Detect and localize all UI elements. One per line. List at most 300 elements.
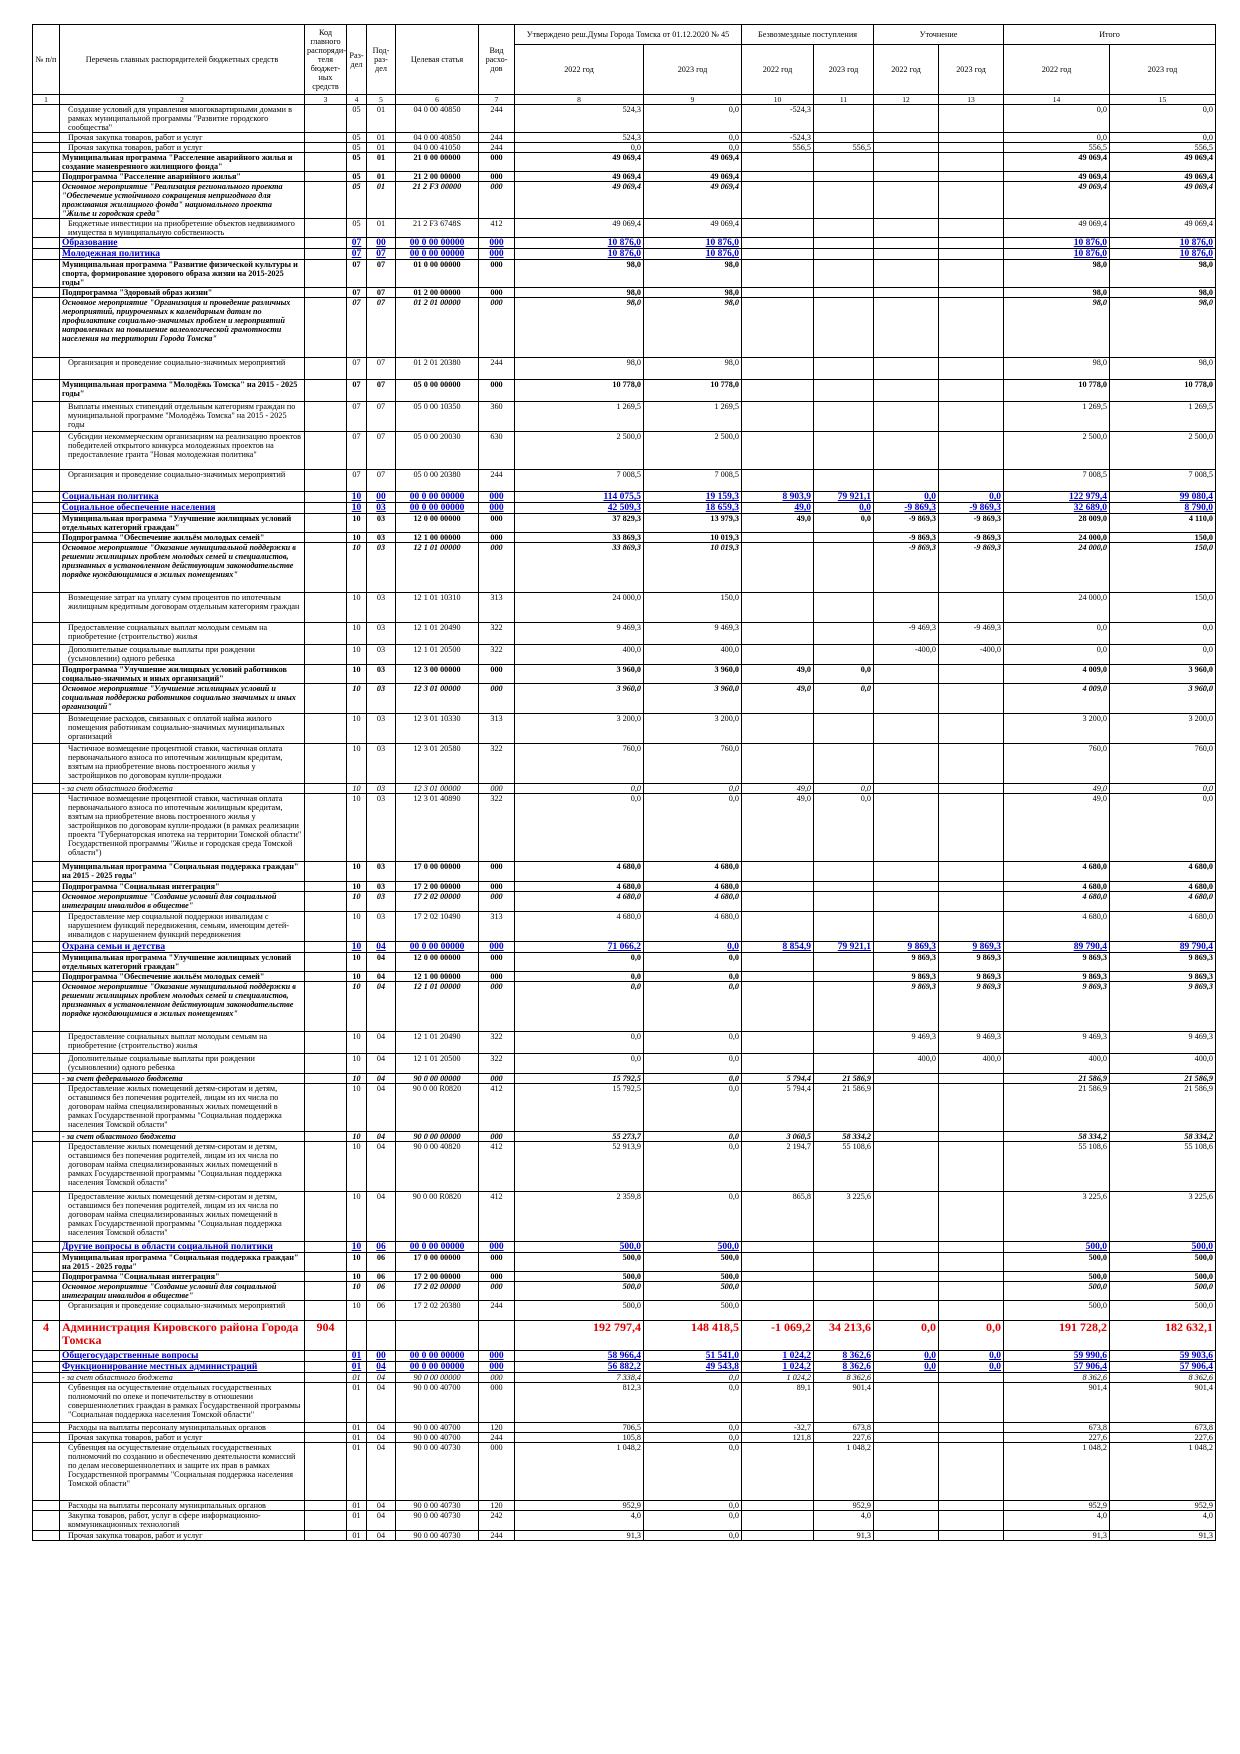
- table-row: [33, 882, 1216, 892]
- cell-grants-2022: 49,0: [742, 794, 814, 862]
- cell-clarification-2023: [939, 238, 1004, 249]
- cell-grants-2023: 21 586,9: [814, 1084, 874, 1132]
- cell-grants-2023: [814, 1282, 874, 1301]
- table-row: [33, 492, 1216, 503]
- cell-clarification-2023: [939, 1142, 1004, 1192]
- cell-approved-2023: 9 469,3: [644, 623, 742, 645]
- cell-clarification-2023: [939, 298, 1004, 358]
- table-row: [33, 684, 1216, 714]
- cell-podrazdel: 07: [367, 288, 396, 298]
- cell-podrazdel: 03: [367, 503, 396, 514]
- cell-clarification-2023: [939, 1272, 1004, 1282]
- cell-approved-2022: 10 778,0: [515, 380, 644, 402]
- cell-approved-2022: 192 797,4: [515, 1321, 644, 1351]
- cell-clarification-2022: [874, 219, 939, 238]
- cell-grants-2022: [742, 358, 814, 380]
- cell-total-2022: 1 269,5: [1004, 402, 1110, 432]
- cell-clarification-2023: 9 869,3: [939, 972, 1004, 982]
- cell-total-2023: 760,0: [1110, 744, 1216, 784]
- cell-expense-type: 313: [479, 714, 515, 744]
- cell-target: 01 2 01 20380: [396, 358, 479, 380]
- table-row: [33, 143, 1216, 153]
- cell-name: Подпрограмма "Социальная интеграция": [60, 882, 305, 892]
- cell-target: 00 0 00 00000: [396, 492, 479, 503]
- cell-name: Охрана семьи и детства: [60, 942, 305, 953]
- cell-total-2022: 4 680,0: [1004, 862, 1110, 882]
- header-total: Итого: [1004, 25, 1216, 45]
- cell-target: 90 0 00 00000: [396, 1373, 479, 1383]
- cell-podrazdel: 00: [367, 1351, 396, 1362]
- cell-expense-type: 360: [479, 402, 515, 432]
- cell-razdel: 10: [347, 1282, 367, 1301]
- cell-clarification-2022: 9 869,3: [874, 982, 939, 1032]
- cell-podrazdel: 04: [367, 1531, 396, 1541]
- cell-expense-type: 000: [479, 1362, 515, 1373]
- cell-podrazdel: 04: [367, 1192, 396, 1242]
- cell-clarification-2023: [939, 684, 1004, 714]
- cell-target: 90 0 00 40820: [396, 1142, 479, 1192]
- cell-grants-2022: [742, 1253, 814, 1272]
- cell-name: Муниципальная программа "Улучшение жилищных условий отдельных категорий граждан": [60, 953, 305, 972]
- budget-table-sheet: [32, 24, 1215, 1541]
- cell-code: [305, 503, 347, 514]
- cell-grants-2023: [814, 714, 874, 744]
- cell-num: [33, 503, 60, 514]
- header-clarification: Уточнение: [874, 25, 1004, 45]
- cell-num: [33, 1192, 60, 1242]
- cell-total-2023: 58 334,2: [1110, 1132, 1216, 1142]
- cell-num: [33, 432, 60, 470]
- cell-num: [33, 882, 60, 892]
- cell-code: [305, 260, 347, 288]
- cell-grants-2022: [742, 172, 814, 182]
- cell-grants-2023: 4,0: [814, 1511, 874, 1531]
- cell-razdel: 10: [347, 645, 367, 665]
- cell-grants-2022: [742, 714, 814, 744]
- cell-code: [305, 645, 347, 665]
- cell-total-2022: 9 869,3: [1004, 982, 1110, 1032]
- cell-podrazdel: 07: [367, 260, 396, 288]
- table-row: [33, 105, 1216, 133]
- cell-code: [305, 1383, 347, 1423]
- cell-num: [33, 1132, 60, 1142]
- cell-target: 21 2 F3 00000: [396, 182, 479, 219]
- cell-expense-type: 313: [479, 912, 515, 942]
- cell-razdel: 10: [347, 912, 367, 942]
- cell-approved-2023: 148 418,5: [644, 1321, 742, 1351]
- cell-grants-2022: [742, 288, 814, 298]
- cell-expense-type: 000: [479, 953, 515, 972]
- cell-grants-2023: [814, 432, 874, 470]
- cell-target: 01 2 01 00000: [396, 298, 479, 358]
- cell-grants-2023: 21 586,9: [814, 1074, 874, 1084]
- cell-expense-type: 000: [479, 1253, 515, 1272]
- cell-clarification-2022: [874, 298, 939, 358]
- cell-podrazdel: 04: [367, 1423, 396, 1433]
- cell-grants-2023: [814, 358, 874, 380]
- cell-code: [305, 1054, 347, 1074]
- cell-num: [33, 172, 60, 182]
- cell-razdel: 10: [347, 1074, 367, 1084]
- cell-clarification-2023: [939, 143, 1004, 153]
- table-row: [33, 1084, 1216, 1132]
- cell-razdel: 10: [347, 972, 367, 982]
- table-row: [33, 1362, 1216, 1373]
- cell-name: Муниципальная программа "Развитие физической культуры и спорта, формирование здорового образа жизни на 2015-2025 годы": [60, 260, 305, 288]
- cell-target: 12 3 01 10330: [396, 714, 479, 744]
- cell-expense-type: 000: [479, 543, 515, 593]
- cell-expense-type: 000: [479, 1132, 515, 1142]
- cell-grants-2023: 901,4: [814, 1383, 874, 1423]
- cell-grants-2023: [814, 1272, 874, 1282]
- header-grants: Безвозмездные поступления: [742, 25, 874, 45]
- cell-total-2023: 0,0: [1110, 105, 1216, 133]
- cell-name: Подпрограмма "Здоровый образ жизни": [60, 288, 305, 298]
- cell-approved-2023: 3 200,0: [644, 714, 742, 744]
- cell-total-2022: 227,6: [1004, 1433, 1110, 1443]
- cell-grants-2023: [814, 982, 874, 1032]
- header-name: Перечень главных распорядителей бюджетных средств: [60, 25, 305, 95]
- cell-expense-type: 000: [479, 1373, 515, 1383]
- cell-clarification-2022: [874, 744, 939, 784]
- cell-podrazdel: 07: [367, 380, 396, 402]
- cell-grants-2023: [814, 260, 874, 288]
- cell-approved-2023: 0,0: [644, 133, 742, 143]
- cell-name: Основное мероприятие "Оказание муниципальной поддержки в решении жилищных проблем молодых семей и специалистов, признанных в установленном действующим законодательстве порядке нуждающимися в жилых помещениях": [60, 543, 305, 593]
- cell-clarification-2023: 9 469,3: [939, 1032, 1004, 1054]
- cell-total-2022: 91,3: [1004, 1531, 1110, 1541]
- cell-code: [305, 533, 347, 543]
- cell-podrazdel: 03: [367, 784, 396, 794]
- cell-approved-2023: 4 680,0: [644, 912, 742, 942]
- cell-code: [305, 1074, 347, 1084]
- cell-expense-type: 244: [479, 470, 515, 492]
- cell-target: 12 1 01 00000: [396, 982, 479, 1032]
- cell-clarification-2023: [939, 862, 1004, 882]
- cell-expense-type: 412: [479, 219, 515, 238]
- cell-clarification-2023: -9 869,3: [939, 533, 1004, 543]
- cell-num: [33, 260, 60, 288]
- cell-approved-2023: 0,0: [644, 1032, 742, 1054]
- cell-razdel: 10: [347, 514, 367, 533]
- cell-total-2022: 1 048,2: [1004, 1443, 1110, 1501]
- cell-grants-2023: 34 213,6: [814, 1321, 874, 1351]
- cell-total-2023: 4 110,0: [1110, 514, 1216, 533]
- cell-code: [305, 492, 347, 503]
- cell-name: Другие вопросы в области социальной политики: [60, 1242, 305, 1253]
- cell-total-2023: 9 869,3: [1110, 972, 1216, 982]
- cell-expense-type: 000: [479, 1272, 515, 1282]
- cell-expense-type: 322: [479, 1054, 515, 1074]
- cell-podrazdel: 03: [367, 593, 396, 623]
- cell-target: 12 1 01 20500: [396, 1054, 479, 1074]
- cell-target: 21 2 F3 6748S: [396, 219, 479, 238]
- cell-grants-2022: -524,3: [742, 105, 814, 133]
- cell-clarification-2023: [939, 744, 1004, 784]
- cell-code: [305, 1282, 347, 1301]
- cell-target: 00 0 00 00000: [396, 1242, 479, 1253]
- cell-total-2022: 0,0: [1004, 645, 1110, 665]
- cell-approved-2023: 0,0: [644, 1142, 742, 1192]
- cell-grants-2022: [742, 219, 814, 238]
- cell-razdel: 05: [347, 133, 367, 143]
- cell-code: [305, 982, 347, 1032]
- cell-grants-2023: [814, 249, 874, 260]
- cell-grants-2023: [814, 402, 874, 432]
- cell-name: Дополнительные социальные выплаты при рождении (усыновлении) одного ребенка: [60, 645, 305, 665]
- cell-podrazdel: 07: [367, 402, 396, 432]
- cell-razdel: 10: [347, 684, 367, 714]
- cell-target: 12 1 01 20490: [396, 1032, 479, 1054]
- cell-code: [305, 1242, 347, 1253]
- table-row: [33, 219, 1216, 238]
- cell-target: 17 0 00 00000: [396, 862, 479, 882]
- cell-target: 12 3 01 20580: [396, 744, 479, 784]
- cell-expense-type: 000: [479, 514, 515, 533]
- cell-clarification-2022: [874, 1084, 939, 1132]
- cell-total-2022: 673,8: [1004, 1423, 1110, 1433]
- cell-code: [305, 288, 347, 298]
- cell-name: Закупка товаров, работ, услуг в сфере информационно-коммуникационных технологий: [60, 1511, 305, 1531]
- cell-podrazdel: [367, 1321, 396, 1351]
- cell-target: 90 0 00 40730: [396, 1501, 479, 1511]
- cell-approved-2022: 2 359,8: [515, 1192, 644, 1242]
- cell-razdel: 10: [347, 1084, 367, 1132]
- cell-expense-type: 322: [479, 1032, 515, 1054]
- table-row: [33, 1383, 1216, 1423]
- cell-target: 90 0 00 40700: [396, 1433, 479, 1443]
- cell-target: 17 2 02 00000: [396, 892, 479, 912]
- cell-grants-2022: [742, 1443, 814, 1501]
- cell-podrazdel: 07: [367, 358, 396, 380]
- cell-target: 12 1 00 00000: [396, 533, 479, 543]
- cell-total-2023: 2 500,0: [1110, 432, 1216, 470]
- cell-razdel: [347, 1321, 367, 1351]
- table-row: [33, 1032, 1216, 1054]
- cell-approved-2022: 500,0: [515, 1242, 644, 1253]
- cell-razdel: 10: [347, 665, 367, 684]
- cell-total-2022: 24 000,0: [1004, 533, 1110, 543]
- cell-grants-2023: [814, 862, 874, 882]
- cell-name: - за счет областного бюджета: [60, 784, 305, 794]
- cell-approved-2022: 4 680,0: [515, 912, 644, 942]
- cell-name: Муниципальная программа "Молодёжь Томска" на 2015 - 2025 годы": [60, 380, 305, 402]
- cell-grants-2023: 227,6: [814, 1433, 874, 1443]
- cell-total-2022: 3 225,6: [1004, 1192, 1110, 1242]
- cell-num: [33, 1423, 60, 1433]
- cell-clarification-2022: [874, 358, 939, 380]
- cell-clarification-2022: [874, 402, 939, 432]
- cell-num: [33, 1443, 60, 1501]
- cell-target: 12 1 01 20500: [396, 645, 479, 665]
- cell-grants-2023: [814, 219, 874, 238]
- cell-total-2023: 500,0: [1110, 1242, 1216, 1253]
- cell-total-2022: 59 990,6: [1004, 1351, 1110, 1362]
- cell-code: [305, 1272, 347, 1282]
- cell-clarification-2022: [874, 882, 939, 892]
- table-row: [33, 238, 1216, 249]
- cell-name: Дополнительные социальные выплаты при рождении (усыновлении) одного ребенка: [60, 1054, 305, 1074]
- cell-target: 04 0 00 40850: [396, 133, 479, 143]
- cell-name: Предоставление жилых помещений детям-сиротам и детям, оставшимся без попечения родителей, лицам из их числа по договорам найма специализированных жилых помещений в рамках Государственной программы "Социальная поддержка населения Томской области": [60, 1192, 305, 1242]
- cell-podrazdel: 01: [367, 182, 396, 219]
- cell-expense-type: 242: [479, 1511, 515, 1531]
- table-row: [33, 1511, 1216, 1531]
- cell-expense-type: 000: [479, 1074, 515, 1084]
- table-row: [33, 1132, 1216, 1142]
- cell-podrazdel: 03: [367, 744, 396, 784]
- cell-total-2023: 10 876,0: [1110, 238, 1216, 249]
- cell-clarification-2022: 9 869,3: [874, 942, 939, 953]
- cell-approved-2023: 10 019,3: [644, 533, 742, 543]
- cell-num: [33, 1301, 60, 1321]
- cell-clarification-2023: [939, 1531, 1004, 1541]
- table-row: [33, 288, 1216, 298]
- cell-grants-2022: [742, 1032, 814, 1054]
- cell-approved-2022: 500,0: [515, 1301, 644, 1321]
- cell-razdel: 10: [347, 1132, 367, 1142]
- cell-grants-2023: 79 921,1: [814, 942, 874, 953]
- cell-target: 12 3 01 40890: [396, 794, 479, 862]
- table-row: [33, 358, 1216, 380]
- cell-razdel: 10: [347, 1054, 367, 1074]
- cell-total-2022: 58 334,2: [1004, 1132, 1110, 1142]
- column-number: 6: [396, 95, 479, 105]
- cell-clarification-2022: [874, 1242, 939, 1253]
- cell-expense-type: 000: [479, 942, 515, 953]
- cell-target: 90 0 00 40700: [396, 1383, 479, 1423]
- cell-podrazdel: 03: [367, 794, 396, 862]
- cell-expense-type: 120: [479, 1423, 515, 1433]
- cell-podrazdel: 04: [367, 972, 396, 982]
- cell-total-2023: 0,0: [1110, 645, 1216, 665]
- cell-target: 21 0 00 00000: [396, 153, 479, 172]
- cell-clarification-2022: 400,0: [874, 1054, 939, 1074]
- cell-target: 00 0 00 00000: [396, 1351, 479, 1362]
- cell-grants-2022: [742, 1272, 814, 1282]
- cell-num: [33, 1282, 60, 1301]
- cell-clarification-2023: [939, 714, 1004, 744]
- cell-clarification-2023: 0,0: [939, 1321, 1004, 1351]
- cell-code: [305, 1301, 347, 1321]
- cell-razdel: 10: [347, 1301, 367, 1321]
- cell-total-2022: 3 200,0: [1004, 714, 1110, 744]
- cell-num: [33, 714, 60, 744]
- cell-grants-2022: [742, 593, 814, 623]
- cell-approved-2022: 3 960,0: [515, 684, 644, 714]
- cell-clarification-2022: -9 869,3: [874, 514, 939, 533]
- cell-clarification-2023: [939, 1301, 1004, 1321]
- column-number: 10: [742, 95, 814, 105]
- table-row: [33, 133, 1216, 143]
- cell-razdel: 07: [347, 380, 367, 402]
- cell-target: 17 2 02 20380: [396, 1301, 479, 1321]
- cell-grants-2022: 556,5: [742, 143, 814, 153]
- cell-clarification-2023: [939, 1242, 1004, 1253]
- table-row: [33, 298, 1216, 358]
- cell-total-2022: 21 586,9: [1004, 1084, 1110, 1132]
- cell-approved-2023: 500,0: [644, 1253, 742, 1272]
- cell-approved-2022: 0,0: [515, 794, 644, 862]
- cell-expense-type: 000: [479, 972, 515, 982]
- cell-expense-type: 412: [479, 1084, 515, 1132]
- cell-clarification-2022: 0,0: [874, 1321, 939, 1351]
- cell-clarification-2022: -9 469,3: [874, 623, 939, 645]
- cell-razdel: 10: [347, 892, 367, 912]
- cell-approved-2022: 98,0: [515, 358, 644, 380]
- cell-expense-type: 000: [479, 1282, 515, 1301]
- cell-approved-2023: 98,0: [644, 288, 742, 298]
- cell-approved-2022: 52 913,9: [515, 1142, 644, 1192]
- cell-grants-2023: 1 048,2: [814, 1443, 874, 1501]
- cell-clarification-2023: [939, 249, 1004, 260]
- cell-approved-2023: 400,0: [644, 645, 742, 665]
- cell-name: Подпрограмма "Обеспечение жильём молодых семей": [60, 972, 305, 982]
- cell-clarification-2023: [939, 219, 1004, 238]
- table-row: [33, 794, 1216, 862]
- cell-clarification-2022: [874, 784, 939, 794]
- cell-code: [305, 380, 347, 402]
- cell-clarification-2022: [874, 1132, 939, 1142]
- budget-table: [32, 24, 1216, 1541]
- cell-clarification-2022: [874, 238, 939, 249]
- cell-total-2022: 9 869,3: [1004, 972, 1110, 982]
- cell-podrazdel: 04: [367, 953, 396, 972]
- cell-code: [305, 514, 347, 533]
- cell-total-2022: 57 906,4: [1004, 1362, 1110, 1373]
- cell-name: Муниципальная программа "Социальная поддержка граждан" на 2015 - 2025 годы": [60, 1253, 305, 1272]
- cell-grants-2022: [742, 249, 814, 260]
- cell-approved-2022: 500,0: [515, 1272, 644, 1282]
- cell-num: [33, 358, 60, 380]
- cell-podrazdel: 03: [367, 645, 396, 665]
- cell-razdel: 07: [347, 358, 367, 380]
- cell-target: 00 0 00 00000: [396, 942, 479, 953]
- table-row: [33, 514, 1216, 533]
- cell-approved-2022: 2 500,0: [515, 432, 644, 470]
- cell-grants-2023: [814, 172, 874, 182]
- cell-approved-2023: 0,0: [644, 1074, 742, 1084]
- cell-approved-2023: 4 680,0: [644, 862, 742, 882]
- table-row: [33, 1272, 1216, 1282]
- cell-approved-2022: 4 680,0: [515, 882, 644, 892]
- cell-total-2023: 10 876,0: [1110, 249, 1216, 260]
- cell-grants-2022: [742, 623, 814, 645]
- cell-approved-2023: 0,0: [644, 1511, 742, 1531]
- cell-code: [305, 298, 347, 358]
- table-row: [33, 503, 1216, 514]
- cell-name: Организация и проведение социально-значимых мероприятий: [60, 1301, 305, 1321]
- cell-grants-2023: [814, 623, 874, 645]
- cell-approved-2023: 49 069,4: [644, 219, 742, 238]
- cell-total-2023: 21 586,9: [1110, 1074, 1216, 1084]
- cell-grants-2022: 1 024,2: [742, 1351, 814, 1362]
- cell-name: Администрация Кировского района Города Томска: [60, 1321, 305, 1351]
- cell-razdel: 05: [347, 105, 367, 133]
- cell-grants-2023: 58 334,2: [814, 1132, 874, 1142]
- cell-podrazdel: 04: [367, 1074, 396, 1084]
- cell-total-2023: 0,0: [1110, 794, 1216, 862]
- cell-code: [305, 665, 347, 684]
- cell-total-2023: 49 069,4: [1110, 153, 1216, 172]
- cell-grants-2023: 0,0: [814, 784, 874, 794]
- cell-approved-2023: 4 680,0: [644, 882, 742, 892]
- cell-grants-2022: [742, 543, 814, 593]
- cell-approved-2023: 0,0: [644, 105, 742, 133]
- cell-clarification-2022: [874, 1531, 939, 1541]
- cell-approved-2023: 3 960,0: [644, 665, 742, 684]
- cell-num: [33, 942, 60, 953]
